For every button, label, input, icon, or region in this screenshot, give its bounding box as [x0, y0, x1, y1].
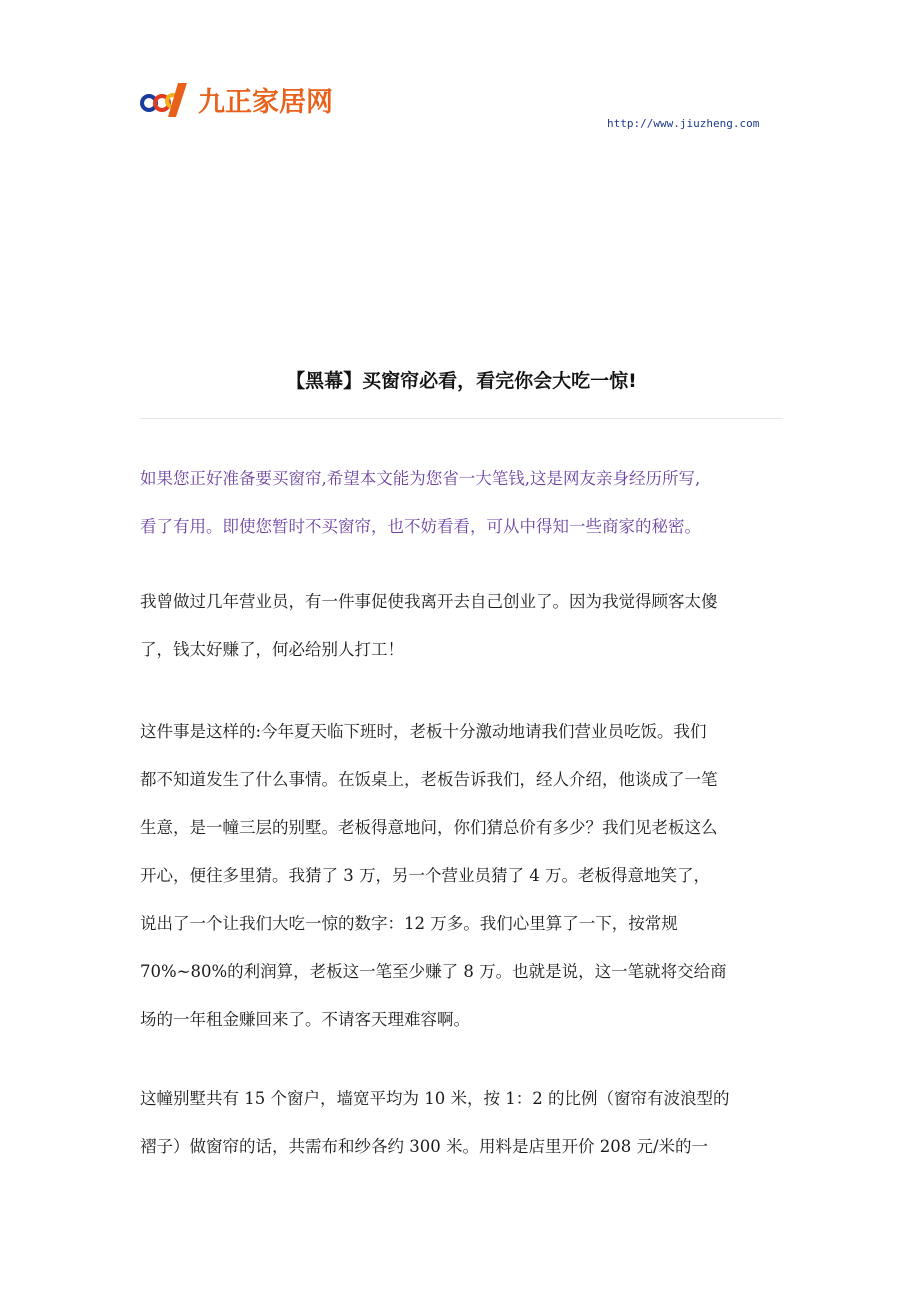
- article-title: 【黑幕】买窗帘必看，看完你会大吃一惊!: [286, 370, 637, 392]
- paragraph-line: 说出了一个让我们大吃一惊的数字：12 万多。我们心里算了一下，按常规: [140, 914, 678, 933]
- body-paragraph-1: [140, 578, 785, 674]
- logo-text: 九正家居网: [198, 86, 333, 118]
- body-paragraph-3: [140, 1075, 785, 1171]
- intro-paragraph: [140, 455, 785, 551]
- paragraph-line: 场的一年租金赚回来了。不请客天理难容啊。: [140, 1010, 470, 1029]
- site-url-link[interactable]: http://www.jiuzheng.com: [607, 117, 760, 130]
- paragraph-line: 生意，是一幢三层的别墅。老板得意地问，你们猜总价有多少？我们见老板这么: [140, 818, 718, 837]
- paragraph-line: 褶子）做窗帘的话，共需布和纱各约 300 米。用料是店里开价 208 元/米的一: [140, 1137, 709, 1156]
- paragraph-line: 了，钱太好赚了，何必给别人打工！: [140, 640, 404, 659]
- paragraph-line: 70%~80%的利润算，老板这一笔至少赚了 8 万。也就是说，这一笔就将交给商: [140, 962, 727, 981]
- jiuzheng-logo-icon: [140, 79, 190, 119]
- intro-line: 看了有用。即使您暂时不买窗帘，也不妨看看，可从中得知一些商家的秘密。: [140, 517, 701, 536]
- paragraph-line: 开心，便往多里猜。我猜了 3 万，另一个营业员猜了 4 万。老板得意地笑了，: [140, 866, 710, 885]
- body-paragraph-2: [140, 708, 785, 1044]
- intro-line: 如果您正好准备要买窗帘,希望本文能为您省一大笔钱,这是网友亲身经历所写,: [140, 469, 701, 488]
- title-divider: [140, 418, 783, 419]
- paragraph-line: 这件事是这样的:今年夏天临下班时，老板十分激动地请我们营业员吃饭。我们: [140, 722, 707, 741]
- paragraph-line: 这幢别墅共有 15 个窗户，墙宽平均为 10 米，按 1：2 的比例（窗帘有波浪型的: [140, 1089, 730, 1108]
- paragraph-line: 都不知道发生了什么事情。在饭桌上，老板告诉我们，经人介绍，他谈成了一笔: [140, 770, 718, 789]
- paragraph-line: 我曾做过几年营业员，有一件事促使我离开去自己创业了。因为我觉得顾客太傻: [140, 592, 718, 611]
- site-logo[interactable]: [140, 74, 333, 124]
